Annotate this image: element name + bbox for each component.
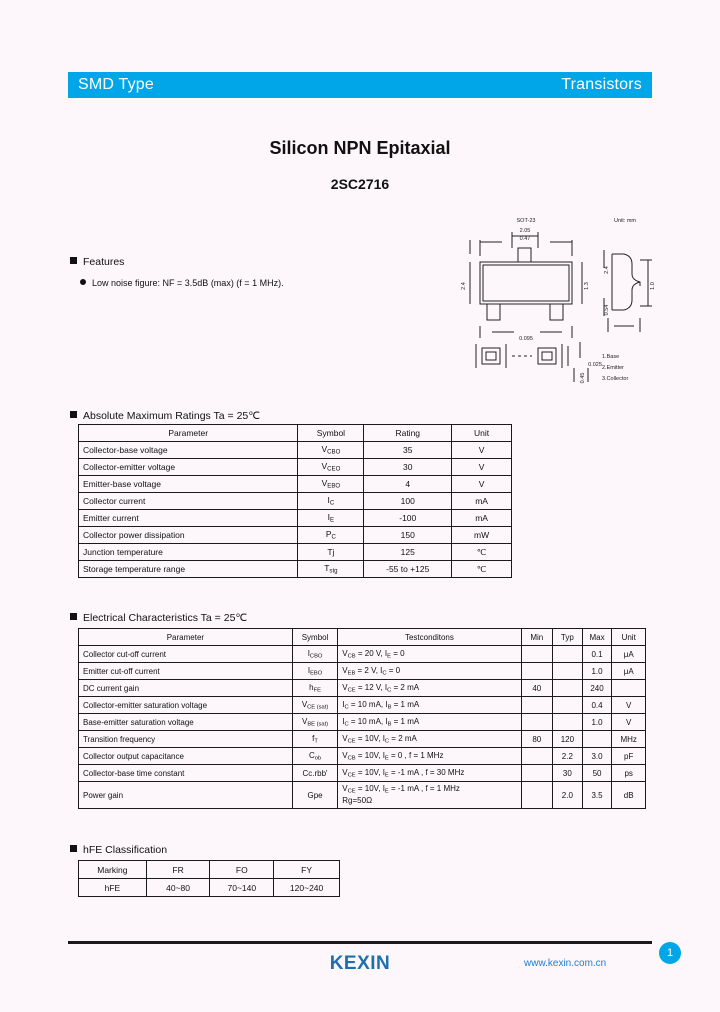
table-row [79,493,512,510]
unit-cell [612,680,646,697]
unit-cell: V [452,459,512,476]
max-cell: 1.0 [582,714,612,731]
symbol-cell: $P_C$ [298,527,364,544]
symbol-cell: Gpe [292,782,337,809]
unit-cell: V [612,697,646,714]
rating-cell: 30 [364,459,452,476]
dim-label: 1.0 [650,282,656,290]
unit-cell: dB [612,782,646,809]
dim-label: 0.54 [604,304,610,316]
max-cell: 240 [582,680,612,697]
pin-legend-item: 1.Base [602,354,620,360]
unit-cell: V [612,714,646,731]
unit-label: Unit: mm [614,218,636,224]
table-row [79,680,646,697]
min-cell: 80 [521,731,553,748]
typ-cell: 2.0 [553,782,583,809]
symbol-cell: $V_{BE (sat)}$ [292,714,337,731]
test-conditions-cell: $V_{CE} = 10V$, $I_C = 2$ mA [338,731,521,748]
rating-cell: 125 [364,544,452,561]
typ-cell [553,646,583,663]
hfe-range-cell: 120~240 [274,879,340,897]
table-row [79,697,646,714]
unit-cell: μA [612,663,646,680]
header-right-label: Transistors [561,76,642,93]
parameter-cell: Collector-emitter voltage [79,459,298,476]
column-header: Testconditons [338,629,521,646]
section-marker-icon [70,411,77,418]
column-header: Parameter [79,425,298,442]
hfe-classification-heading [70,844,167,856]
feature-item [80,278,284,288]
dim-label: 0.47 [519,236,531,242]
parameter-cell: Storage temperature range [79,561,298,578]
table-row [79,510,512,527]
typ-cell [553,714,583,731]
table-row [79,748,646,765]
hfe-range-cell: 40~80 [146,879,210,897]
unit-cell: V [452,476,512,493]
table-row [79,544,512,561]
table-row [79,714,646,731]
symbol-cell: $f_T$ [292,731,337,748]
unit-cell: μA [612,646,646,663]
symbol-cell: Cc.rbb' [292,765,337,782]
table-row [79,765,646,782]
typ-cell: 2.2 [553,748,583,765]
max-cell: 1.0 [582,663,612,680]
section-marker-icon [70,845,77,852]
symbol-cell: $V_{CE (sat)}$ [292,697,337,714]
parameter-cell: Collector output capacitance [79,748,293,765]
package-outline-drawing [462,206,658,392]
unit-cell: mA [452,493,512,510]
test-conditions-cell: $V_{EB} = 2$ V, $I_C = 0$ [338,663,521,680]
test-conditions-cell: $V_{CB} = 20$ V, $I_E = 0$ [338,646,521,663]
parameter-cell: Collector-emitter saturation voltage [79,697,293,714]
rating-cell: 100 [364,493,452,510]
column-header: Min [521,629,553,646]
dim-label: 2.4 [604,266,610,274]
typ-cell: 30 [553,765,583,782]
page-header-bar [68,72,652,98]
parameter-cell: Emitter cut-off current [79,663,293,680]
footer-divider [68,941,652,944]
parameter-cell: Collector cut-off current [79,646,293,663]
rating-cell: 4 [364,476,452,493]
column-header: Symbol [292,629,337,646]
symbol-cell: $I_{CBO}$ [292,646,337,663]
symbol-cell: $V_{CBO}$ [298,442,364,459]
max-cell [582,731,612,748]
hfe-range-cell: 70~140 [210,879,274,897]
column-header: Rating [364,425,452,442]
dim-label: 2.4 [461,282,467,290]
website-url[interactable]: www.kexin.com.cn [524,958,607,969]
dim-label: 0.095 [519,336,533,342]
typ-cell [553,680,583,697]
features-heading [70,256,124,268]
table-row [79,663,646,680]
dim-label: 1.3 [584,282,590,290]
min-cell [521,714,553,731]
test-conditions-cell: $V_{CE} = 12$ V, $I_C = 2$ mA [338,680,521,697]
marking-label-cell: Marking [79,861,147,879]
table-row [79,782,646,809]
marking-cell: FR [146,861,210,879]
bullet-dot-icon [80,279,86,285]
section-marker-icon [70,613,77,620]
symbol-cell: $T_{stg}$ [298,561,364,578]
column-header: Max [582,629,612,646]
table-row [79,527,512,544]
part-number: 2SC2716 [330,176,390,192]
unit-cell: mW [452,527,512,544]
table-body [79,442,512,578]
kexin-logo: KEXIN [329,953,391,974]
typ-cell: 120 [553,731,583,748]
marking-cell: FO [210,861,274,879]
min-cell [521,646,553,663]
absolute-max-heading [70,410,260,422]
features-heading-label: Features [83,256,125,268]
unit-cell: ℃ [452,544,512,561]
min-cell [521,748,553,765]
header-left-label: SMD Type [78,76,154,93]
electrical-heading-label: Electrical Characteristics Ta = 25℃ [83,612,248,624]
parameter-cell: Transition frequency [79,731,293,748]
marking-cell: FY [274,861,340,879]
min-cell [521,663,553,680]
max-cell: 3.0 [582,748,612,765]
electrical-heading [70,612,247,624]
test-conditions-cell: $V_{CB} = 10V$, $I_E = 0$ , f = 1 MHz [338,748,521,765]
column-header: Unit [452,425,512,442]
symbol-cell: $V_{EBO}$ [298,476,364,493]
typ-cell [553,697,583,714]
hfe-label-cell: hFE [79,879,147,897]
page-title: Silicon NPN Epitaxial [269,138,451,158]
min-cell [521,782,553,809]
pin-legend-item: 3.Collector [602,376,629,382]
table-body [79,646,646,809]
unit-cell: mA [452,510,512,527]
rating-cell: -55 to +125 [364,561,452,578]
dim-label: 0.025 [588,362,602,368]
parameter-cell: Base-emitter saturation voltage [79,714,293,731]
test-conditions-cell: $I_C = 10$ mA, $I_B = 1$ mA [338,697,521,714]
section-marker-icon [70,257,77,264]
parameter-cell: Emitter-base voltage [79,476,298,493]
parameter-cell: Junction temperature [79,544,298,561]
dim-label: 0.45 [580,372,586,384]
rating-cell: -100 [364,510,452,527]
symbol-cell: $I_{EBO}$ [292,663,337,680]
parameter-cell: DC current gain [79,680,293,697]
table-row [79,861,340,879]
min-cell: 40 [521,680,553,697]
parameter-cell: Collector-base voltage [79,442,298,459]
unit-cell: MHz [612,731,646,748]
symbol-cell: $I_C$ [298,493,364,510]
max-cell: 0.4 [582,697,612,714]
min-cell [521,765,553,782]
table-row [79,442,512,459]
table-row [79,646,646,663]
table-header-row [79,425,512,442]
test-conditions-cell: $V_{CE} = 10V$, $I_E = -1$ mA , f = 30 MHz [338,765,521,782]
column-header: Typ [553,629,583,646]
typ-cell [553,663,583,680]
symbol-cell: $C_{ob}$ [292,748,337,765]
column-header: Unit [612,629,646,646]
rating-cell: 35 [364,442,452,459]
max-cell: 50 [582,765,612,782]
parameter-cell: Collector-base time constant [79,765,293,782]
symbol-cell: $V_{CEO}$ [298,459,364,476]
page-number-badge: 1 [659,942,681,964]
parameter-cell: Collector current [79,493,298,510]
max-cell: 3.5 [582,782,612,809]
table-row [79,731,646,748]
pin-legend-item: 2.Emitter [602,365,625,371]
table-row [79,879,340,897]
feature-item-label: Low noise figure: NF = 3.5dB (max) (f = 1 MHz). [92,278,284,288]
unit-cell: V [452,442,512,459]
column-header: Symbol [298,425,364,442]
package-name-label: SOT-23 [516,218,536,224]
column-header: Parameter [79,629,293,646]
table-body [79,861,340,897]
unit-cell: ℃ [452,561,512,578]
table-row [79,476,512,493]
absolute-maximum-ratings-table [78,424,512,578]
unit-cell: pF [612,748,646,765]
parameter-cell: Power gain [79,782,293,809]
test-conditions-cell: $V_{CE} = 10V$, $I_E = -1$ mA , f = 1 MHz Rg=50Ω [338,782,521,809]
max-cell: 0.1 [582,646,612,663]
parameter-cell: Emitter current [79,510,298,527]
dim-label: 2.05 [519,228,531,234]
table-header-row [79,629,646,646]
symbol-cell: $h_{FE}$ [292,680,337,697]
min-cell [521,697,553,714]
electrical-characteristics-table [78,628,646,809]
rating-cell: 150 [364,527,452,544]
symbol-cell: Tj [298,544,364,561]
table-row [79,459,512,476]
test-conditions-cell: $I_C = 10$ mA, $I_B = 1$ mA [338,714,521,731]
symbol-cell: $I_E$ [298,510,364,527]
parameter-cell: Collector power dissipation [79,527,298,544]
table-row [79,561,512,578]
hfe-classification-heading-label: hFE Classification [83,844,168,856]
hfe-classification-table [78,860,340,897]
absolute-max-heading-label: Absolute Maximum Ratings Ta = 25℃ [83,410,261,422]
unit-cell: ps [612,765,646,782]
